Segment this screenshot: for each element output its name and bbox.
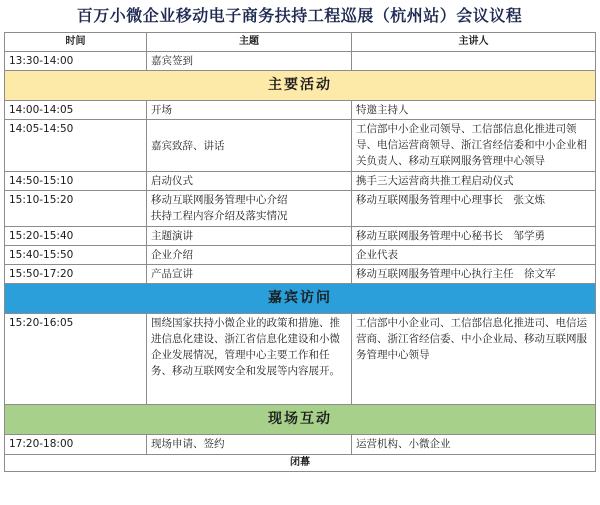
agenda-topic-cell (147, 120, 352, 172)
agenda-topic: 产品宣讲 (151, 268, 193, 280)
section-title: 嘉宾访问 (5, 284, 596, 314)
document-title: 百万小微企业移动电子商务扶持工程巡展（杭州站）会议议程 (76, 6, 523, 25)
agenda-row (5, 52, 596, 71)
agenda-topic-cell (147, 265, 352, 284)
agenda-time: 15:20-16:05 (9, 317, 74, 329)
agenda-speaker: 运营机构、小微企业 (356, 438, 451, 450)
section-header-row (5, 71, 596, 101)
agenda-speaker: 携手三大运营商共推工程启动仪式 (356, 175, 514, 187)
agenda-topic-cell (147, 246, 352, 265)
agenda-speaker-cell (352, 172, 596, 191)
agenda-topic: 移动互联网服务管理中心介绍 扶持工程内容介绍及落实情况 (151, 194, 288, 222)
agenda-time-cell (5, 191, 147, 227)
agenda-time-cell (5, 227, 147, 246)
agenda-topic-cell (147, 101, 352, 120)
agenda-time: 15:20-15:40 (9, 230, 74, 242)
agenda-speaker-cell (352, 265, 596, 284)
agenda-topic: 开场 (151, 104, 172, 116)
agenda-row (5, 101, 596, 120)
agenda-time: 17:20-18:00 (9, 438, 74, 450)
agenda-speaker-cell (352, 314, 596, 405)
agenda-speaker: 特邀主持人 (356, 104, 409, 116)
agenda-time-cell (5, 246, 147, 265)
section-header-row (5, 284, 596, 314)
agenda-topic: 现场申请、签约 (151, 438, 225, 450)
agenda-topic: 企业介绍 (151, 249, 193, 261)
column-header-topic: 主题 (147, 33, 352, 52)
agenda-topic: 嘉宾致辞、讲话 (151, 139, 225, 152)
agenda-time: 14:50-15:10 (9, 175, 74, 187)
agenda-time: 15:40-15:50 (9, 249, 74, 261)
agenda-speaker: 工信部中小企业司、工信部信息化推进司、电信运营商、浙江省经信委、中小企业局、移动互联网服务管理中心领导 (356, 317, 587, 361)
closing-row (5, 455, 596, 472)
agenda-topic: 嘉宾签到 (151, 55, 193, 67)
agenda-speaker: 移动互联网服务管理中心执行主任 徐文军 (356, 268, 556, 280)
agenda-time: 13:30-14:00 (9, 55, 74, 67)
agenda-topic-cell (147, 172, 352, 191)
agenda-speaker: 移动互联网服务管理中心秘书长 邹学勇 (356, 230, 545, 242)
agenda-row (5, 172, 596, 191)
closing-label: 闭幕 (5, 455, 596, 472)
agenda-time-cell (5, 120, 147, 172)
agenda-topic-cell (147, 52, 352, 71)
agenda-time-cell (5, 265, 147, 284)
agenda-time-cell (5, 435, 147, 455)
agenda-topic-cell (147, 227, 352, 246)
column-header-time: 时间 (5, 33, 147, 52)
agenda-time-cell (5, 101, 147, 120)
agenda-time-cell (5, 52, 147, 71)
section-header-row (5, 405, 596, 435)
agenda-time: 14:05-14:50 (9, 123, 74, 135)
agenda-table (4, 32, 596, 472)
agenda-time: 14:00-14:05 (9, 104, 74, 116)
agenda-topic-cell (147, 314, 352, 405)
agenda-speaker-cell (352, 101, 596, 120)
agenda-speaker: 企业代表 (356, 249, 398, 261)
agenda-speaker-cell (352, 120, 596, 172)
agenda-topic-cell (147, 191, 352, 227)
section-title: 现场互动 (5, 405, 596, 435)
agenda-row (5, 435, 596, 455)
agenda-speaker-cell (352, 191, 596, 227)
agenda-speaker-cell (352, 435, 596, 455)
agenda-row (5, 191, 596, 227)
agenda-time: 15:10-15:20 (9, 194, 74, 206)
agenda-topic-cell (147, 435, 352, 455)
agenda-row (5, 265, 596, 284)
agenda-topic: 围绕国家扶持小微企业的政策和措施、推进信息化建设、浙江省信息化建设和小微企业发展情况，管理中心主要工作和任务、移动互联网安全和发展等内容展开。 (151, 317, 340, 377)
header-row (5, 33, 596, 52)
agenda-topic: 主题演讲 (151, 230, 193, 242)
agenda-time-cell (5, 172, 147, 191)
agenda-row (5, 246, 596, 265)
agenda-speaker: 移动互联网服务管理中心理事长 张文炼 (356, 194, 545, 206)
agenda-speaker-cell (352, 227, 596, 246)
agenda-topic: 启动仪式 (151, 175, 193, 187)
agenda-speaker-cell (352, 52, 596, 71)
agenda-time: 15:50-17:20 (9, 268, 74, 280)
agenda-speaker: 工信部中小企业司领导、工信部信息化推进司领导、电信运营商领导、浙江省经信委和中小企业相关负责人、移动互联网服务管理中心领导 (356, 123, 587, 167)
agenda-row (5, 120, 596, 172)
agenda-speaker-cell (352, 246, 596, 265)
column-header-speaker: 主讲人 (352, 33, 596, 52)
agenda-body (5, 52, 596, 472)
agenda-time-cell (5, 314, 147, 405)
agenda-row (5, 227, 596, 246)
section-title: 主要活动 (5, 71, 596, 101)
agenda-row (5, 314, 596, 405)
